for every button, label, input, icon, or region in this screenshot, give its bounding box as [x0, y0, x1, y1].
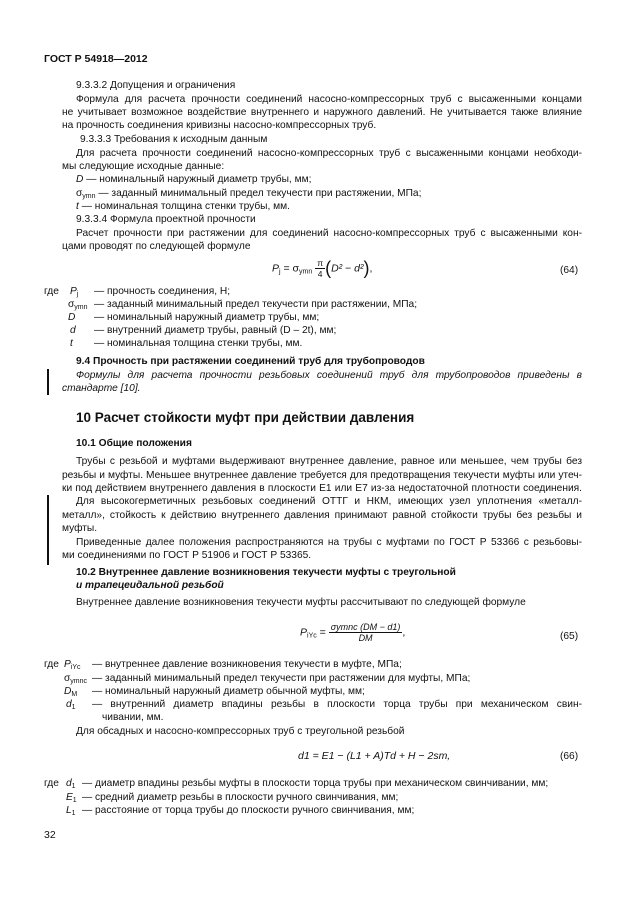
- paragraph-line: Расчет прочности при растяжении для соединений насосно-компрессорных труб с высаженными кон-: [76, 228, 582, 239]
- definition-line: [76, 173, 311, 186]
- where-symbol: $L_1$: [66, 805, 76, 817]
- where-label: где: [44, 286, 59, 297]
- where-desc: — внутренний диаметр впадины резьбы в плоскости торца трубы при механическом свин-: [92, 699, 582, 710]
- document-id: ГОСТ Р 54918—2012: [44, 53, 148, 65]
- paragraph-line: мы следующие исходные данные:: [62, 161, 225, 172]
- equation-terms: D² − d²: [331, 262, 364, 275]
- subsection-heading-102: 10.2 Внутреннее давление возникновения текучести муфты с треугольной: [76, 567, 456, 578]
- where-symbol: $d_1$: [66, 699, 76, 711]
- where-desc: — внутренний диаметр трубы, равный (D – 2t), мм;: [94, 325, 337, 336]
- where-desc: — заданный минимальный предел текучести при растяжении, МПа;: [94, 299, 418, 310]
- equation-66: d1 = E1 − (L1 + A)Td + H − 2sm,: [298, 750, 451, 762]
- paragraph-line: стандарте [10].: [62, 383, 141, 394]
- where-desc: — средний диаметр резьбы в плоскости ручного свинчивания, мм;: [82, 792, 399, 803]
- where-desc: — внутреннее давление возникновения текучести в муфте, МПа;: [92, 659, 402, 670]
- change-bar: [47, 369, 49, 395]
- definition-text: — номинальный наружный диаметр трубы, мм;: [86, 174, 312, 185]
- where-desc: — номинальная толщина стенки трубы, мм.: [94, 338, 303, 349]
- where-symbol: $E_1$: [66, 792, 77, 804]
- page-number: 32: [44, 829, 56, 841]
- subsection-heading-9332: 9.3.3.2 Допущения и ограничения: [76, 80, 236, 91]
- symbol-D: D: [76, 174, 84, 185]
- where-label: где: [44, 778, 59, 789]
- paragraph-line: на прочность соединения кривизны насосно-компрессорных труб.: [62, 120, 377, 131]
- paragraph-line: Для расчета прочности соединений насосно-компрессорных труб с высаженными концами необходи-: [76, 148, 582, 159]
- where-desc: чивании, мм.: [102, 712, 164, 723]
- section-heading-94: 9.4 Прочность при растяжении соединений труб для трубопроводов: [76, 356, 425, 367]
- paragraph-line: не учитывает возможное воздействие внутреннего и наружного давлений. Не учитывается также влияние: [62, 107, 582, 118]
- where-desc: — номинальный наружный диаметр обычной муфты, мм;: [92, 686, 365, 697]
- symbol-sigma: $\sigma_{ymn}$: [76, 188, 96, 200]
- where-label: где: [44, 659, 59, 670]
- equation-65: $P_{iYc}$ = $\frac{\text{σymnc (DM − d1)}}{DM}$ ,: [300, 622, 406, 643]
- paragraph-line: Для обсадных и насосно-компрессорных труб с треугольной резьбой: [76, 726, 405, 737]
- definition-line: [76, 200, 290, 213]
- paragraph-line: Приведенные далее положения распространяются на трубы с муфтами по ГОСТ Р 53366 с резьбовы-: [76, 537, 582, 548]
- paragraph-line: Внутреннее давление возникновения текучести муфты рассчитывают по следующей формуле: [76, 597, 526, 608]
- where-desc: — диаметр впадины резьбы муфты в плоскости торца трубы при механическом свинчивании, мм;: [82, 778, 549, 789]
- where-symbol: $P_j$: [70, 286, 79, 298]
- paragraph-line: металл», стойкость к действию внутреннего давления принимают равной стойкости трубы без резьбы и: [62, 510, 582, 521]
- pi-over-4-fraction: $\frac{\pi}{4}$: [317, 258, 324, 279]
- where-symbol: $d_1$: [66, 778, 76, 790]
- where-symbol: t: [70, 338, 73, 349]
- paragraph-line: муфты.: [62, 523, 98, 534]
- paragraph-line: ми соединениями по ГОСТ Р 51906 и ГОСТ Р 53365.: [62, 550, 312, 561]
- definition-text: — заданный минимальный предел текучести при растяжении, МПа;: [98, 188, 422, 199]
- equation-number-64: (64): [560, 265, 579, 276]
- subsection-heading-9333: 9.3.3.3 Требования к исходным данным: [80, 134, 268, 145]
- where-desc: — заданный минимальный предел текучести при растяжении для муфты, МПа;: [92, 673, 471, 684]
- subsection-heading-101: 10.1 Общие положения: [76, 438, 192, 449]
- definition-text: — номинальная толщина стенки трубы, мм.: [81, 201, 291, 212]
- change-bar: [47, 495, 49, 565]
- paragraph-line: Трубы с резьбой и муфтами выдерживают внутреннее давление, равное или меньшее, чем трубы без: [76, 456, 582, 467]
- where-desc: — расстояние от торца трубы до плоскости ручного свинчивания, мм;: [82, 805, 415, 816]
- where-desc: — номинальный наружный диаметр трубы, мм;: [94, 312, 320, 323]
- equation-64: $P_j = \sigma_{ymn}$ $\frac{\pi}{4}$ (D² − d²),: [272, 258, 373, 279]
- equation-65-fraction: $\frac{\text{σymnc (DM − d1)}}{DM}$: [330, 622, 401, 643]
- where-symbol: $\sigma_{ymn}$: [68, 299, 88, 311]
- where-symbol: $P_{iYc}$: [64, 659, 81, 671]
- where-symbol: D: [68, 312, 76, 323]
- paragraph-line: Формула для расчета прочности соединений насосно-компрессорных труб с высаженными концами: [76, 94, 582, 105]
- paragraph-line: цами проводят по следующей формуле: [62, 241, 251, 252]
- where-symbol: d: [70, 325, 76, 336]
- equation-number-65: (65): [560, 631, 579, 642]
- where-symbol: $D_M$: [64, 686, 78, 698]
- symbol-t: t: [76, 201, 79, 212]
- subsection-heading-102-cont: и трапецеидальной резьбой: [76, 580, 224, 591]
- section-title-10: 10 Расчет стойкости муфт при действии давления: [76, 410, 415, 425]
- paragraph-line: Формулы для расчета прочности резьбовых соединений труб для трубопроводов приведены в: [76, 370, 582, 381]
- subsection-heading-9334: 9.3.3.4 Формула проектной прочности: [76, 214, 256, 225]
- paragraph-line: ки под действием внутреннего давления в плоскости E1 или E7 из-за недостаточной плотности соединения.: [62, 483, 582, 494]
- paragraph-line: резьбы и муфты. Меньшее внутреннее давление требуется для предотвращения текучести муфты или утеч-: [62, 470, 582, 481]
- where-desc: — прочность соединения, Н;: [94, 286, 231, 297]
- equation-number-66: (66): [560, 751, 579, 762]
- where-symbol: $\sigma_{ymnc}$: [64, 673, 88, 685]
- paragraph-line: Для высокогерметичных резьбовых соединений ОТТГ и НКМ, имеющих узел уплотнения «металл-: [76, 496, 582, 507]
